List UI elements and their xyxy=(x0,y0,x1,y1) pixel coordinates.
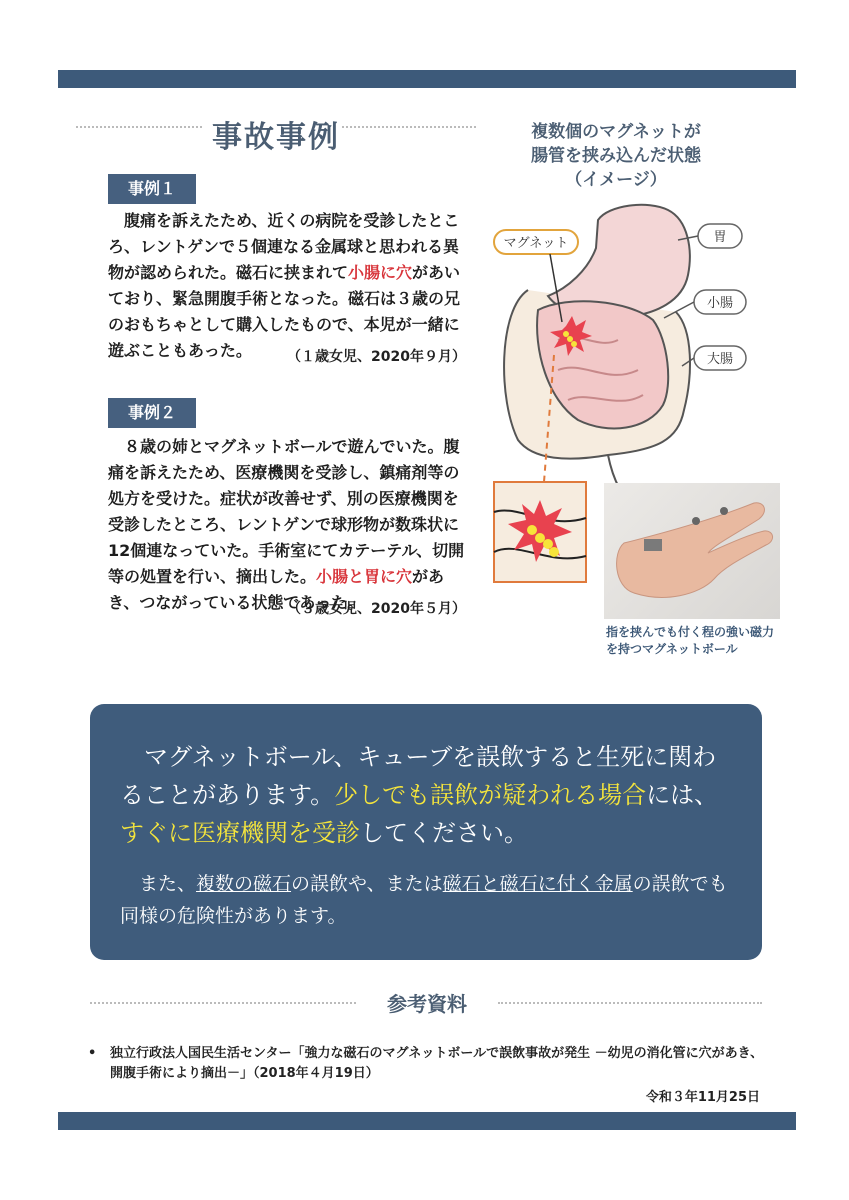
photo-caption: 指を挟んでも付く程の強い磁力を持つマグネットボール xyxy=(606,625,775,656)
small-intestine-label: 小腸 xyxy=(706,296,734,311)
title-divider-right xyxy=(342,126,476,128)
large-intestine-label: 大腸 xyxy=(706,352,734,367)
issue-date: 令和３年11月25日 xyxy=(645,1090,760,1105)
figure-title-line-1: 複数個のマグネットが xyxy=(531,122,701,142)
case-2-label: 事例２ xyxy=(108,398,196,428)
callout-main-2: には、 xyxy=(646,781,719,809)
reference-text: 独立行政法人国民生活センター「強力な磁石のマグネットボールで誤飲事故が発生 －幼児の消化管に穴があき、開腹手術により摘出－」（2018年４月19日） xyxy=(110,1046,764,1081)
case-1-note: （１歳女児、2020年９月） xyxy=(287,349,466,365)
warning-callout xyxy=(90,704,762,960)
magnet-label: マグネット xyxy=(503,236,569,251)
hand-with-magnet-icon xyxy=(604,483,780,619)
callout-main-text xyxy=(120,738,740,852)
case-2-text xyxy=(108,434,466,616)
references-title: 参考資料 xyxy=(387,992,467,1016)
references-divider-left xyxy=(90,1002,356,1004)
case-1-text xyxy=(108,208,466,364)
references-header xyxy=(90,988,762,1020)
figure-title-line-2: 腸管を挟み込んだ状態 xyxy=(531,146,701,166)
callout-underline-2: 磁石と磁石に付く金属 xyxy=(442,873,633,895)
magnet-photo xyxy=(604,483,780,619)
callout-highlight-2: すぐに医療機関を受診 xyxy=(120,819,360,847)
case-2-note: （３歳女児、2020年５月） xyxy=(287,601,466,617)
title-divider-left xyxy=(76,126,202,128)
bottom-banner xyxy=(58,1112,796,1130)
case-2-text-main: ８歳の姉とマグネットボールで遊んでいた。腹痛を訴えたため、医療機関を受診し、鎮痛剤等の処方を受けた。症状が改善せず、別の医療機関を受診したところ、レントゲンで球形物が数珠状に12個連なっていた。手術室にてカテーテル、切開等の処置を行い、摘出した。 xyxy=(108,437,465,586)
case-1-text-highlight: 小腸に穴 xyxy=(348,263,413,282)
case-2-text-highlight: 小腸と胃に穴 xyxy=(316,567,413,586)
figure-title xyxy=(496,120,736,192)
case-1-text-main: 腹痛を訴えたため、近くの病院を受診したところ、レントゲンで５個連なる金属球と思われる異物が認められた。磁石に挟まれて xyxy=(108,211,460,282)
case-2-text-tail: があき、つながっている状態であった。 xyxy=(108,567,445,612)
callout-sub-text xyxy=(120,868,740,932)
stomach-label: 胃 xyxy=(713,230,727,245)
case-1-label: 事例１ xyxy=(108,174,196,204)
callout-sub-2: の誤飲や、または xyxy=(291,873,443,895)
bullet-icon: • xyxy=(88,1046,97,1061)
callout-main-1: マグネットボール、キューブを誤飲すると生死に関わることがあります。 xyxy=(120,743,717,809)
title-row xyxy=(76,112,476,155)
top-banner xyxy=(58,70,796,88)
callout-main-3: してください。 xyxy=(360,819,528,847)
figure-title-line-3: （イメージ） xyxy=(565,170,667,190)
case-1-text-tail: があいており、緊急開腹手術となった。磁石は３歳の兄のおもちゃとして購入したもので、本児が一緒に遊ぶこともあった。 xyxy=(108,263,461,360)
callout-sub-3: の誤飲でも同様の危険性があります。 xyxy=(120,873,728,927)
references-divider-right xyxy=(498,1002,762,1004)
page-title: 事故事例 xyxy=(212,120,340,155)
callout-sub-1: また、 xyxy=(139,873,197,895)
callout-highlight-1: 少しでも誤飲が疑われる場合 xyxy=(334,781,647,809)
callout-underline-1: 複数の磁石 xyxy=(196,873,292,895)
